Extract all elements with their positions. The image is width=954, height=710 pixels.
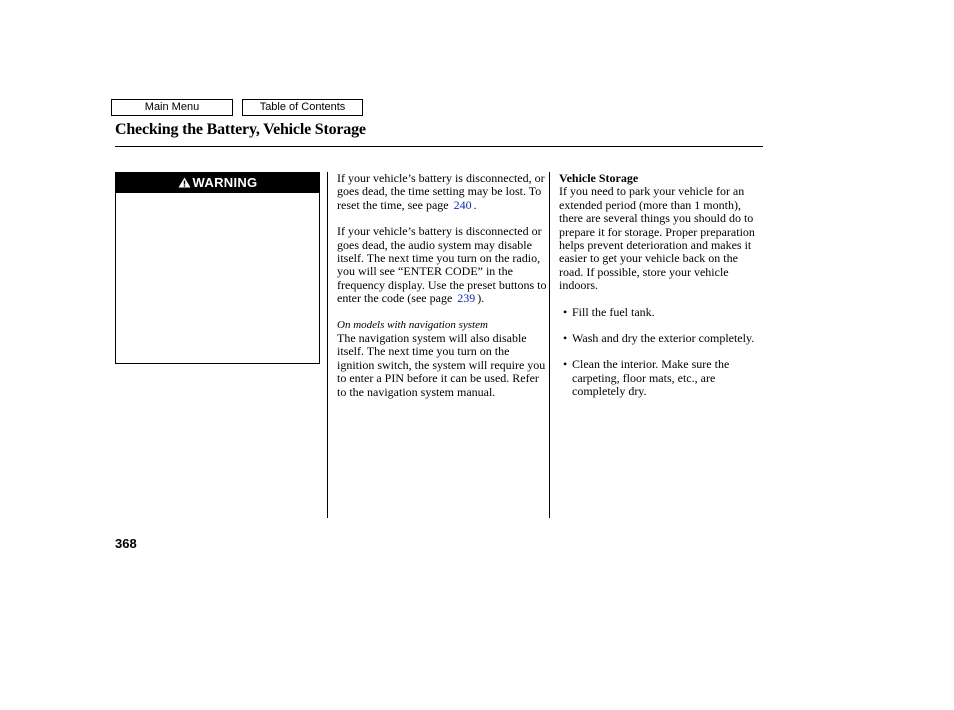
vehicle-storage-intro: If you need to park your vehicle for an extended period (more than 1 month), there are several things you should do to prepare it for storage. Proper preparation helps prevent deterioration and makes it easier to get your vehicle back on the road. If possible, store your vehicle indoors. (559, 184, 755, 293)
table-of-contents-button[interactable]: Table of Contents (242, 99, 363, 116)
battery-time-tail: . (473, 197, 477, 212)
warning-triangle-icon (178, 177, 191, 188)
column-divider-left (327, 172, 328, 518)
page-240-link[interactable]: 240 (453, 197, 472, 212)
audio-code-tail: ). (477, 291, 485, 306)
audio-code-paragraph (337, 225, 547, 305)
vehicle-storage-column (559, 172, 761, 399)
warning-box (115, 172, 320, 364)
navigation-paragraph: The navigation system will also disable itself. The next time you turn on the ignition switch, the system will require you to enter a PIN before it can be used. Refer to the navigation system manual. (337, 331, 546, 399)
page-title: Checking the Battery, Vehicle Storage (115, 121, 366, 138)
main-menu-button[interactable]: Main Menu (111, 99, 233, 116)
audio-code-text: If your vehicle’s battery is disconnected or goes dead, the audio system may disable itself. The next time you turn on the radio, you will see “ENTER CODE” in the frequency display. Use the preset buttons to enter the code (see page (337, 224, 547, 306)
vehicle-storage-heading: Vehicle Storage (559, 171, 639, 185)
bullet-text: Clean the interior. Make sure the carpeting, floor mats, etc., are completely dry. (572, 357, 730, 399)
navigation-subheading: On models with navigation system (337, 318, 488, 331)
warning-header (116, 173, 319, 193)
battery-time-paragraph (337, 172, 547, 212)
bullet-text: Fill the fuel tank. (572, 304, 655, 319)
page-239-link[interactable]: 239 (457, 291, 476, 306)
page-number: 368 (115, 536, 137, 551)
list-item (559, 358, 761, 398)
list-item (559, 306, 761, 319)
warning-label: WARNING (192, 175, 258, 190)
list-item (559, 332, 761, 345)
bullet-icon: • (563, 331, 568, 346)
battery-column (337, 172, 547, 399)
battery-time-text: If your vehicle’s battery is disconnected, or goes dead, the time setting may be lost. To reset the time, see page (337, 171, 545, 212)
bullet-icon: • (563, 304, 568, 319)
column-divider-right (549, 172, 550, 518)
title-divider (115, 146, 763, 147)
bullet-text: Wash and dry the exterior completely. (572, 331, 755, 346)
bullet-icon: • (563, 357, 568, 372)
